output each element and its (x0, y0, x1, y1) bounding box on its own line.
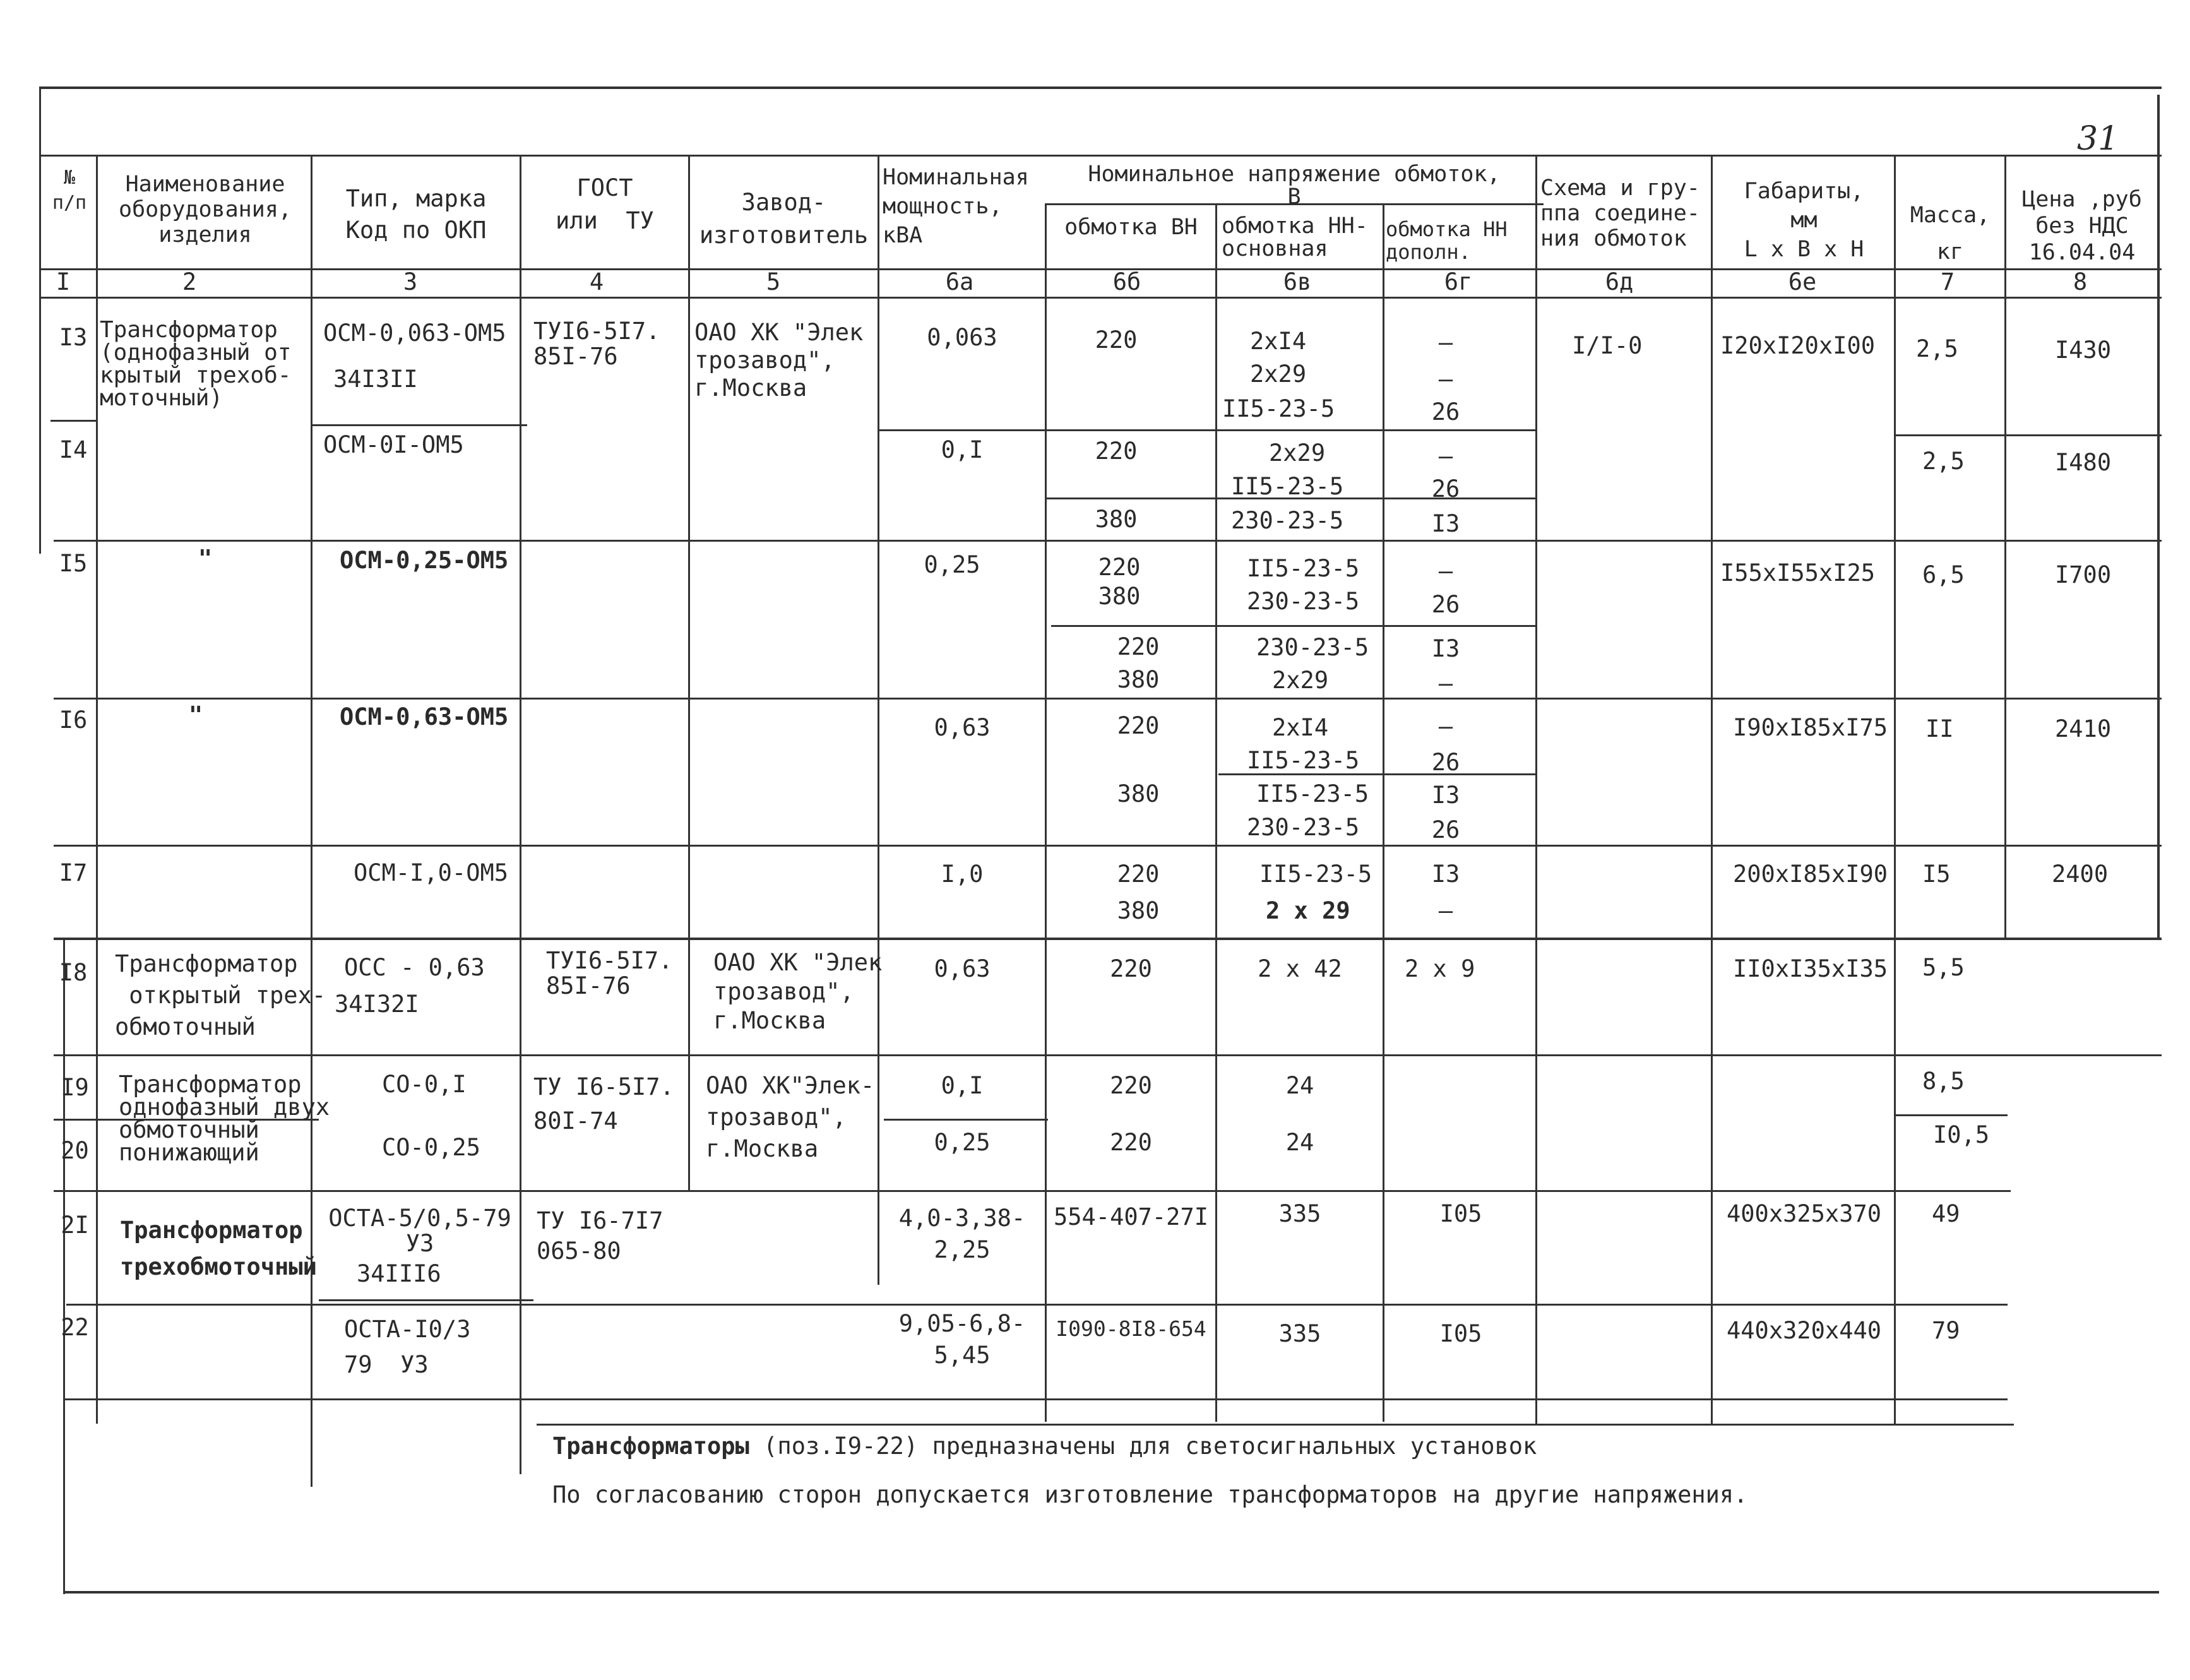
rule (54, 845, 2162, 847)
item-power: 0,63 (934, 714, 991, 741)
item-name: Трансформатор однофазный двух обмоточный понижающий (119, 1071, 330, 1166)
header-gost: ГОСТ или ТУ (556, 174, 654, 234)
item-dims: 440х320х440 (1727, 1317, 1882, 1344)
item-mass: 2,5 (1922, 448, 1965, 475)
item-type: СО-0,25 (382, 1134, 480, 1161)
item-power: 0,25 (924, 551, 980, 578)
rule (39, 86, 41, 554)
header-maker: Завод- изготовитель (699, 189, 869, 249)
rule (1215, 203, 1217, 1422)
rule (688, 155, 690, 1190)
column-number: 3 (403, 268, 418, 295)
item-mass: 2,5 (1916, 335, 1958, 362)
item-mass: 6,5 (1922, 561, 1965, 588)
item-nn-extra: I05 (1439, 1320, 1482, 1347)
header-power: Номинальная мощность, кВА (883, 165, 1029, 248)
item-power: I,0 (941, 861, 984, 888)
header-type: Тип, марка Код по ОКП (345, 185, 487, 244)
rule (63, 1398, 2008, 1400)
item-mass: 79 (1932, 1317, 1960, 1344)
item-nn: 2 х 29 (1266, 897, 1350, 924)
item-vn: 380 (1117, 897, 1160, 924)
row-num: 22 (61, 1314, 89, 1341)
item-nn-extra: 26 (1431, 398, 1460, 426)
rule (1383, 203, 1384, 1422)
row-num: I9 (61, 1074, 89, 1101)
rule (1894, 155, 1896, 1424)
row-num: I5 (59, 550, 88, 577)
item-vn: 220 (1117, 712, 1160, 739)
rule (39, 155, 2162, 157)
rule (2004, 155, 2006, 938)
item-mass: II (1925, 715, 1954, 742)
item-nn: II5-23-5 (1231, 473, 1344, 500)
header-mass: Масса, кг (1910, 203, 1991, 265)
item-power: 0,I (941, 436, 984, 463)
item-maker: ОАО ХК "Элек трозавод", г.Москва (694, 319, 864, 402)
rule (311, 155, 312, 1487)
item-nn-extra: – (1438, 713, 1453, 740)
item-nn: 230-23-5 (1231, 507, 1344, 534)
rule (319, 1299, 533, 1301)
rule (54, 1190, 2011, 1192)
item-mass: I5 (1922, 861, 1951, 888)
item-mass: 49 (1932, 1200, 1960, 1227)
item-nn-extra: – (1438, 443, 1453, 470)
item-nn: II5-23-5 (1247, 747, 1360, 774)
item-nn: II5-23-5 (1222, 395, 1335, 422)
item-type: ОСМ-0,25-ОМ5 (340, 547, 509, 574)
rule (51, 420, 98, 422)
column-number: 6е (1788, 268, 1817, 295)
row-num: I6 (59, 706, 88, 734)
item-dims: I90хI85хI75 (1733, 714, 1888, 741)
rule (54, 698, 2162, 700)
item-vn: 220 (1110, 1129, 1152, 1156)
rule (54, 540, 2162, 542)
rule (1894, 434, 2162, 436)
item-gost: ТУ I6-7I7 065-80 (537, 1207, 664, 1265)
item-vn: I090-8I8-654 (1056, 1316, 1206, 1341)
column-number: 5 (766, 268, 781, 295)
item-dims: I20хI20хI00 (1720, 332, 1876, 359)
header-nn-extra: обмотка НН дополн. (1386, 217, 1508, 264)
item-nn: 335 (1278, 1200, 1321, 1227)
item-vn: 220 (1095, 326, 1138, 354)
row-num: I3 (59, 324, 88, 351)
item-nn: 24 (1285, 1129, 1314, 1156)
rule (520, 155, 521, 1474)
item-name: Трансформатор трехобмоточный (120, 1217, 317, 1280)
rule (39, 86, 2162, 89)
item-okp: 34III6 (357, 1260, 441, 1287)
row-num: I7 (59, 859, 88, 886)
row-num: 2I (61, 1212, 89, 1239)
item-gost: ТУI6-5I7. 85I-76 (546, 947, 673, 999)
item-price: I430 (2055, 337, 2112, 364)
column-number: 7 (1940, 268, 1955, 295)
rule (63, 938, 65, 1594)
row-num: I8 (59, 959, 88, 986)
item-power: 4,0-3,38- 2,25 (898, 1205, 1026, 1263)
item-price: 2410 (2055, 715, 2112, 742)
item-nn: 2х29 (1272, 667, 1329, 694)
item-nn-extra: I3 (1431, 782, 1460, 809)
item-nn-extra: – (1438, 329, 1453, 356)
rule (312, 424, 527, 426)
item-nn: 2х29 (1250, 360, 1307, 388)
column-number: I (56, 268, 71, 295)
rule (1051, 625, 1537, 627)
rule (884, 1119, 1048, 1121)
item-maker: ОАО ХК"Элек- трозавод", г.Москва (706, 1072, 875, 1162)
item-nn-extra: – (1438, 366, 1453, 393)
item-nn-extra: I3 (1431, 861, 1460, 888)
item-power: 0,063 (927, 324, 997, 351)
item-nn-extra: — (1438, 897, 1453, 924)
header-scheme: Схема и гру- ппа соедине- ния обмоток (1540, 176, 1700, 251)
item-nn-extra: 26 (1431, 816, 1460, 843)
item-price: 2400 (2052, 861, 2109, 888)
item-type: ОСМ-0I-ОМ5 (323, 431, 464, 458)
item-vn: 380 (1098, 583, 1141, 610)
note-text: (поз.I9-22) предназначены для светосигнальных установок (749, 1433, 1537, 1460)
item-nn: 230-23-5 (1256, 634, 1369, 661)
rule (1894, 1114, 2008, 1116)
note-bold: Трансформаторы (552, 1433, 749, 1460)
ditto-mark: " (198, 545, 213, 572)
item-mass: 8,5 (1922, 1068, 1965, 1095)
item-nn: 2х29 (1269, 439, 1326, 467)
rule (54, 938, 2162, 940)
row-num: I4 (59, 436, 88, 463)
item-power: 0,I (941, 1072, 984, 1099)
rule (66, 1304, 2008, 1306)
ditto-mark: " (188, 701, 203, 729)
item-nn: II5-23-5 (1259, 861, 1372, 888)
rule (1535, 155, 1537, 1424)
item-type: ОСТА-5/0,5-79 У3 (328, 1205, 511, 1257)
item-vn: 380 (1095, 506, 1138, 533)
column-number: 6г (1444, 268, 1473, 295)
item-nn-extra: I3 (1431, 635, 1460, 662)
page-number: 31 (2077, 120, 2119, 158)
item-nn-extra: 26 (1431, 749, 1460, 776)
item-vn: 220 (1110, 955, 1152, 982)
header-name: Наименование оборудования, изделия (119, 172, 292, 247)
item-dims: 200хI85хI90 (1733, 861, 1888, 888)
item-scheme: I/I-0 (1572, 332, 1643, 359)
item-name: Трансформатор (однофазный от крытый трехоб- моточный) (100, 317, 292, 411)
header-vn: обмотка ВН (1064, 215, 1198, 240)
item-nn: 230-23-5 (1247, 814, 1360, 841)
item-type: ОСТА-I0/3 79 У3 (344, 1316, 471, 1378)
item-power: 0,25 (934, 1129, 991, 1156)
column-number: 2 (182, 268, 197, 295)
item-mass: I0,5 (1933, 1121, 1990, 1148)
item-nn: 24 (1285, 1072, 1314, 1099)
rule (878, 429, 1537, 431)
item-nn: 2хI4 (1272, 714, 1329, 741)
header-nn-main: обмотка НН- основная (1222, 213, 1368, 261)
item-nn-extra: 26 (1431, 591, 1460, 618)
column-number: 8 (2073, 268, 2088, 295)
header-num: № п/п (52, 167, 87, 214)
item-type: СО-0,I (382, 1071, 467, 1098)
item-type: ОСМ-0,063-ОМ5 (323, 319, 506, 347)
item-nn: 2 х 42 (1258, 955, 1342, 982)
item-dims: II0хI35хI35 (1733, 955, 1888, 982)
item-type: ОСМ-0,63-ОМ5 (340, 703, 509, 730)
item-price: I480 (2055, 449, 2112, 476)
row-num: 20 (61, 1137, 89, 1164)
column-number: 6а (945, 268, 974, 295)
column-number: 4 (589, 268, 604, 295)
item-nn: II5-23-5 (1256, 780, 1369, 807)
item-name: Трансформатор открытый трех- обмоточный (115, 950, 326, 1040)
item-vn: 380 (1117, 666, 1160, 693)
item-power: 0,63 (934, 955, 991, 982)
item-nn-extra: – (1438, 557, 1453, 585)
item-nn: 335 (1278, 1320, 1321, 1347)
column-number: 6д (1605, 268, 1634, 295)
item-type: ОСС - 0,63 (344, 954, 485, 981)
item-nn: 2хI4 (1250, 328, 1307, 355)
header-dims: Габариты, мм L x B x H (1744, 179, 1864, 262)
item-gost: ТУI6-5I7. 85I-76 (533, 318, 660, 370)
note-line-1 (552, 1432, 1537, 1461)
rule (63, 1591, 2159, 1594)
item-type: ОСМ-I,0-ОМ5 (354, 859, 509, 886)
item-price: I700 (2055, 561, 2112, 588)
item-vn: 380 (1117, 780, 1160, 807)
item-nn-extra: I05 (1439, 1200, 1482, 1227)
item-dims: I55хI55хI25 (1720, 559, 1876, 587)
rule (1045, 203, 1047, 1422)
item-gost: ТУ I6-5I7. 80I-74 (533, 1073, 674, 1135)
item-nn-extra: 2 х 9 (1405, 955, 1475, 982)
item-vn: 554-407-27I (1053, 1203, 1209, 1230)
item-power: 9,05-6,8- 5,45 (898, 1310, 1026, 1369)
header-price: Цена ,руб без НДС 16.04.04 (2022, 187, 2142, 265)
column-number: 6б (1112, 268, 1141, 295)
rule (537, 1424, 2014, 1426)
item-nn-extra: 26 (1431, 475, 1460, 503)
item-mass: 5,5 (1922, 954, 1965, 981)
item-nn-extra: I3 (1431, 510, 1460, 537)
note-line-2: По согласованию сторон допускается изготовление трансформаторов на другие напряжения. (552, 1481, 1748, 1508)
item-vn: 220 (1117, 861, 1160, 888)
item-nn-extra: – (1438, 670, 1453, 697)
item-vn: 220 (1098, 554, 1141, 581)
header-voltage-group: Номинальное напряжение обмоток, В (1088, 162, 1501, 210)
item-maker: ОАО ХК "Элек трозавод", г.Москва (713, 949, 883, 1034)
item-dims: 400х325х370 (1727, 1200, 1882, 1227)
rule (1711, 155, 1713, 1424)
item-nn: II5-23-5 (1247, 555, 1360, 582)
rule (39, 297, 2162, 299)
rule (96, 155, 98, 1424)
item-vn: 220 (1110, 1072, 1152, 1099)
item-okp: 34I32I (335, 991, 419, 1018)
item-vn: 220 (1117, 633, 1160, 660)
item-nn: 230-23-5 (1247, 588, 1360, 615)
column-number: 6в (1283, 268, 1312, 295)
rule (54, 1054, 2162, 1056)
item-vn: 220 (1095, 438, 1138, 465)
item-okp: 34I3II (333, 366, 418, 393)
